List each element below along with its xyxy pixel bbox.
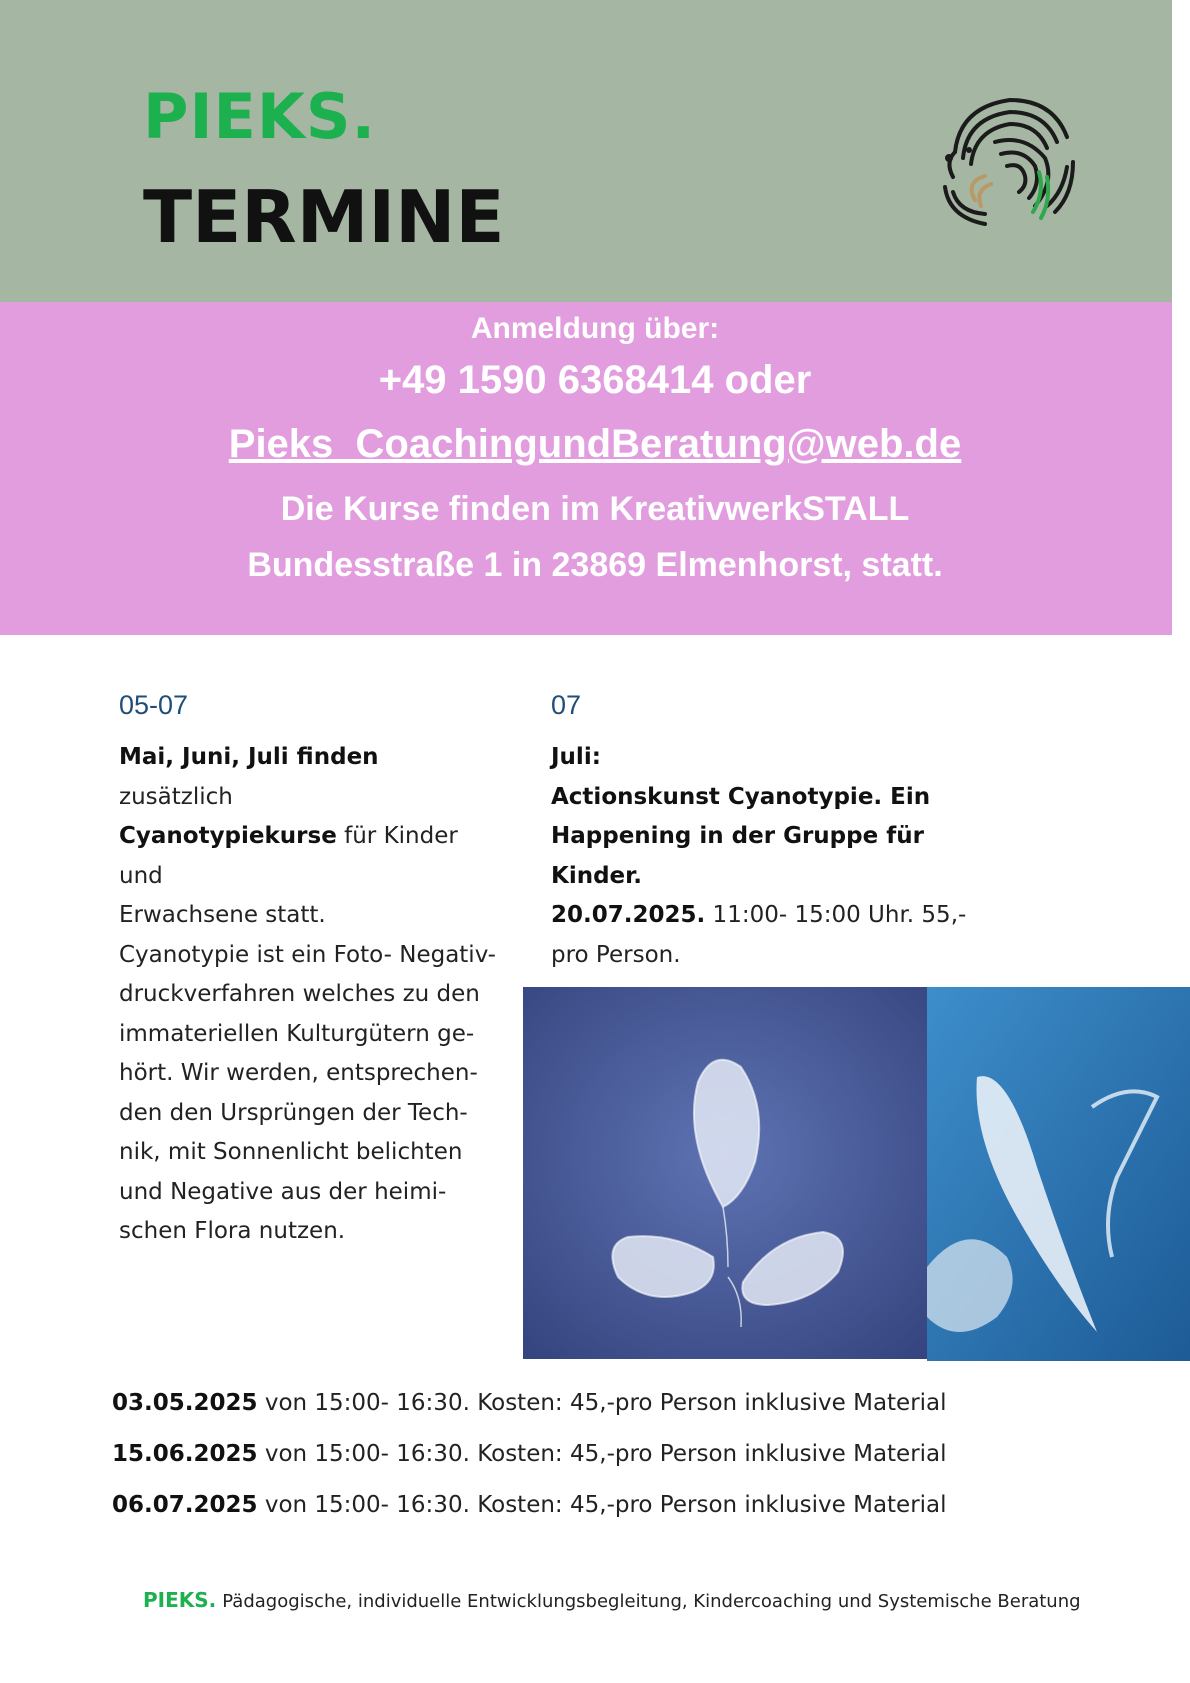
schedule-details: von 15:00- 16:30. Kosten: 45,-pro Person inklusive Material	[257, 1441, 947, 1467]
left-description	[119, 738, 499, 1252]
month-label: Juli:	[551, 744, 601, 770]
hedgehog-logo-icon	[935, 82, 1075, 232]
phone-number: +49 1590 6368414 oder	[378, 358, 812, 402]
section-heading-right: 07	[551, 690, 582, 720]
desc-line: hört. Wir werden, entsprechen-	[119, 1060, 478, 1086]
email-link[interactable]: Pieks_CoachingundBeratung@web.de	[228, 422, 962, 466]
schedule-details: von 15:00- 16:30. Kosten: 45,-pro Person inklusive Material	[257, 1492, 947, 1518]
cyanotype-leaves-photo	[523, 987, 927, 1359]
event-title-line: Happening in der Gruppe für	[551, 823, 924, 849]
desc-line: Cyanotypie ist ein Foto- Negativ-	[119, 941, 496, 968]
section-heading-left: 05-07	[119, 690, 189, 720]
months-text: Mai, Juni, Juli finden	[119, 744, 379, 770]
event-date: 20.07.2025.	[551, 902, 706, 928]
schedule-date: 15.06.2025	[112, 1441, 258, 1467]
desc-line: schen Flora nutzen.	[119, 1218, 346, 1244]
footer-brand: PIEKS.	[143, 1588, 217, 1612]
desc-line: nik, mit Sonnenlicht belichten	[119, 1139, 463, 1165]
desc-line: und Negative aus der heimi-	[119, 1178, 447, 1205]
header-banner	[0, 0, 1172, 302]
page-title: TERMINE	[143, 175, 505, 259]
course-name: Cyanotypiekurse	[119, 823, 337, 849]
schedule-date: 06.07.2025	[112, 1492, 258, 1518]
desc-text: zusätzlich	[119, 783, 233, 810]
contact-banner	[0, 302, 1172, 635]
footer-text: Pädagogische, individuelle Entwicklungsbegleitung, Kindercoaching und Systemische Beratung	[222, 1591, 1081, 1612]
desc-text: für Kinder und	[119, 823, 458, 889]
footer	[143, 1588, 1081, 1612]
cyanotype-feather-photo	[927, 987, 1190, 1361]
schedule-date: 03.05.2025	[112, 1390, 258, 1416]
desc-line: Erwachsene statt.	[119, 902, 326, 928]
event-time-price: 11:00- 15:00 Uhr. 55,-	[705, 902, 967, 928]
event-title-line: Actionskunst Cyanotypie. Ein	[551, 783, 931, 810]
venue-line: Die Kurse finden im KreativwerkSTALL	[280, 490, 910, 528]
schedule-row	[112, 1492, 947, 1518]
schedule-row	[112, 1390, 947, 1416]
desc-line: druckverfahren welches zu den	[119, 981, 480, 1007]
brand-name: PIEKS.	[143, 80, 377, 153]
schedule-row	[112, 1441, 947, 1467]
schedule-details: von 15:00- 16:30. Kosten: 45,-pro Person inklusive Material	[257, 1390, 947, 1416]
event-title-line: Kinder.	[551, 862, 642, 889]
desc-line: den den Ursprüngen der Tech-	[119, 1099, 468, 1126]
desc-line: immateriellen Kulturgütern ge-	[119, 1020, 475, 1047]
address-line: Bundesstraße 1 in 23869 Elmenhorst, statt.	[247, 546, 943, 584]
right-description	[551, 738, 971, 975]
event-per-person: pro Person.	[551, 941, 681, 968]
registration-label: Anmeldung über:	[470, 312, 720, 345]
